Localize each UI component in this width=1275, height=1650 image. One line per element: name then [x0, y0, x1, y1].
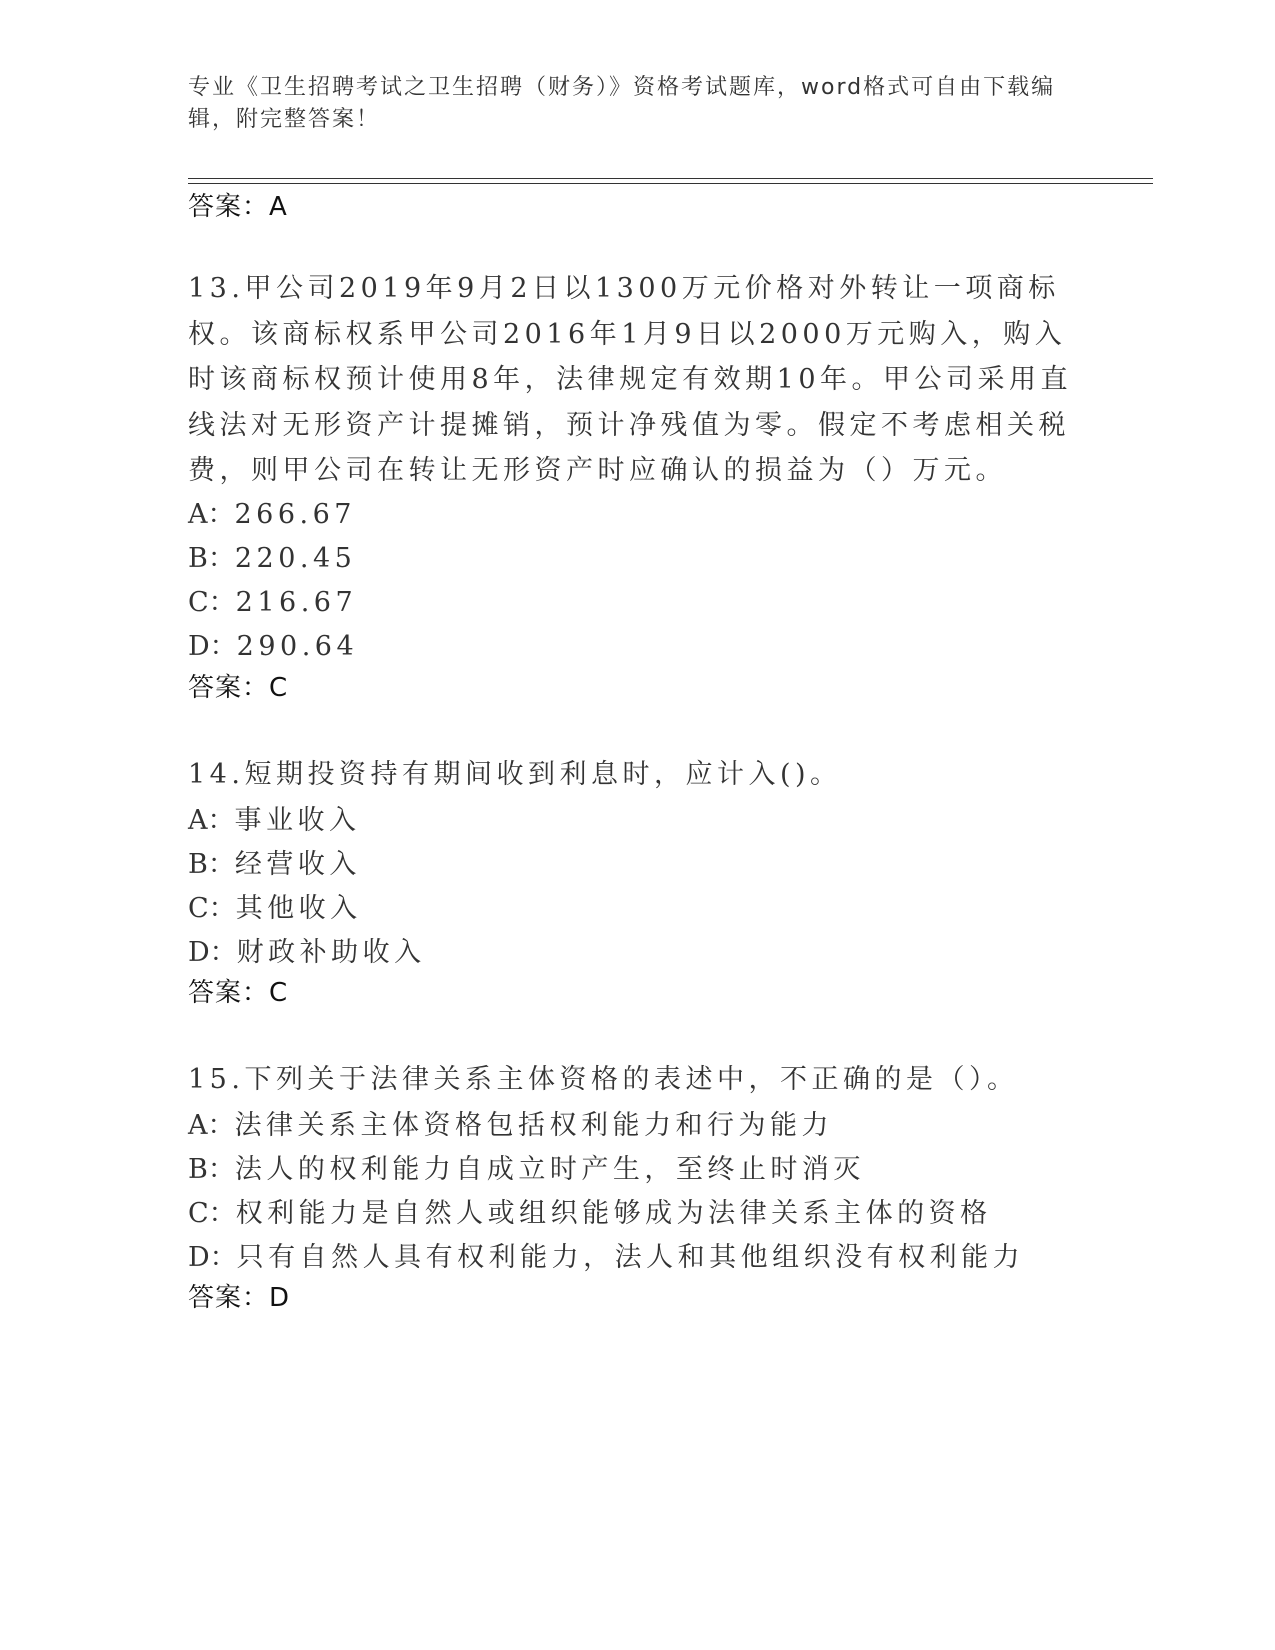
option-text: 财政补助收入	[236, 937, 426, 968]
option-text: 经营收入	[234, 849, 361, 880]
option-text: 法人的权利能力自成立时产生，至终止时消灭	[234, 1154, 865, 1185]
answer-previous: 答案：A	[188, 192, 288, 222]
question-14-option-b	[188, 842, 361, 881]
header-rule-top	[188, 178, 1153, 179]
question-13-option-a	[188, 492, 356, 531]
question-14-option-d	[188, 930, 426, 969]
option-letter: D：	[188, 631, 237, 662]
option-text: 只有自然人具有权利能力，法人和其他组织没有权利能力	[236, 1242, 1025, 1273]
option-text: 事业收入	[234, 805, 361, 836]
option-text: 权利能力是自然人或组织能够成为法律关系主体的资格	[235, 1198, 992, 1229]
question-15-answer: 答案：D	[188, 1283, 291, 1313]
question-13-text: 13.甲公司2019年9月2日以1300万元价格对外转让一项商标权。该商标权系甲公司2016年1月9日以2000万元购入，购入时该商标权预计使用8年，法律规定有效期10年。甲公司采用直线法对无形资产计提摊销，预计净残值为零。假定不考虑相关税费，则甲公司在转让无形资产时应确认的损益为（）万元。	[188, 273, 1073, 486]
option-letter: D：	[188, 937, 237, 968]
header-rule-bottom	[188, 183, 1153, 184]
question-14-option-a	[188, 798, 361, 837]
option-letter: B：	[188, 1154, 235, 1185]
document-header: 专业《卫生招聘考试之卫生招聘（财务）》资格考试题库，word格式可自由下载编辑，附完整答案！	[188, 75, 1056, 132]
question-15-option-a	[188, 1103, 833, 1142]
question-13-option-b	[188, 536, 356, 575]
question-13-answer: 答案：C	[188, 673, 289, 703]
option-letter: B：	[188, 849, 235, 880]
option-text: 266.67	[234, 499, 356, 530]
option-text: 220.45	[234, 543, 357, 574]
question-13-option-c	[188, 580, 357, 619]
option-letter: A：	[188, 805, 235, 836]
question-14-text: 14.短期投资持有期间收到利息时，应计入()。	[188, 759, 842, 790]
option-letter: C：	[188, 1198, 236, 1229]
option-letter: C：	[188, 893, 236, 924]
question-14-answer: 答案：C	[188, 978, 289, 1008]
question-14-option-c	[188, 886, 362, 925]
option-letter: A：	[188, 1110, 235, 1141]
option-text: 290.64	[236, 631, 359, 662]
option-text: 其他收入	[235, 893, 362, 924]
option-letter: D：	[188, 1242, 237, 1273]
question-15-option-d	[188, 1235, 1024, 1274]
option-text: 216.67	[235, 587, 358, 618]
option-letter: C：	[188, 587, 236, 618]
option-text: 法律关系主体资格包括权利能力和行为能力	[234, 1110, 833, 1141]
option-letter: A：	[188, 499, 235, 530]
question-13-option-d	[188, 624, 358, 663]
question-15-text: 15.下列关于法律关系主体资格的表述中，不正确的是（）。	[188, 1064, 1019, 1095]
question-15-option-b	[188, 1147, 865, 1186]
option-letter: B：	[188, 543, 235, 574]
question-15-option-c	[188, 1191, 992, 1230]
